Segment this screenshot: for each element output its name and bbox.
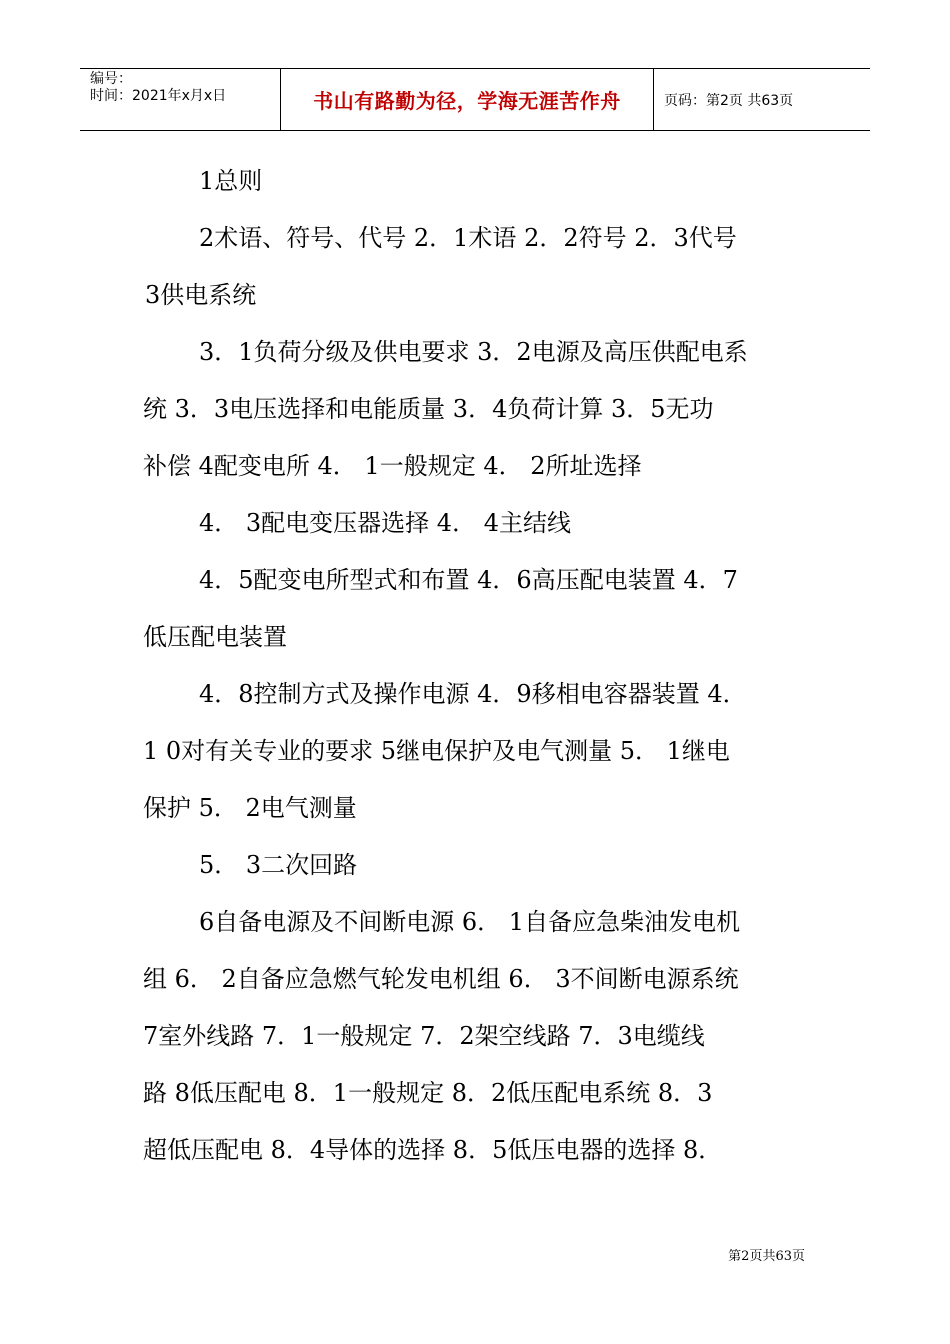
toc-line: 路 8低压配电 8．1一般规定 8．2低压配电系统 8．3 bbox=[143, 1079, 713, 1107]
toc-line: 3供电系统 bbox=[145, 281, 257, 309]
toc-line: 4． 3配电变压器选择 4． 4主结线 bbox=[199, 509, 571, 537]
toc-line: 5． 3二次回路 bbox=[199, 851, 358, 879]
header-motto: 书山有路勤为径，学海无涯苦作舟 bbox=[281, 69, 654, 130]
toc-line: 1总则 bbox=[199, 167, 263, 195]
toc-line: 超低压配电 8．4导体的选择 8．5低压电器的选择 8． bbox=[143, 1136, 723, 1164]
header-page-info: 页码：第2页 共63页 bbox=[664, 92, 794, 109]
toc-line: 3．1负荷分级及供电要求 3．2电源及高压供配电系 bbox=[199, 338, 748, 366]
toc-line: 补偿 4配变电所 4． 1一般规定 4． 2所址选择 bbox=[143, 452, 642, 480]
document-body bbox=[143, 153, 813, 1179]
toc-line: 2术语、符号、代号 2．1术语 2．2符号 2．3代号 bbox=[199, 224, 737, 252]
toc-line: 保护 5． 2电气测量 bbox=[143, 794, 357, 822]
document-time-label: 时间：2021年x月x日 bbox=[90, 88, 227, 104]
page-header bbox=[80, 68, 870, 131]
toc-line: 组 6． 2自备应急燃气轮发电机组 6． 3不间断电源系统 bbox=[143, 965, 739, 993]
toc-line: 统 3．3电压选择和电能质量 3．4负荷计算 3．5无功 bbox=[143, 395, 714, 423]
toc-line: 7室外线路 7．1一般规定 7．2架空线路 7．3电缆线 bbox=[143, 1022, 705, 1050]
toc-line: 4．5配变电所型式和布置 4．6高压配电装置 4．7 bbox=[199, 566, 738, 594]
toc-line: 1 0对有关专业的要求 5继电保护及电气测量 5． 1继电 bbox=[143, 737, 730, 765]
toc-line: 低压配电装置 bbox=[143, 623, 287, 651]
page-footer: 第2页共63页 bbox=[728, 1249, 805, 1264]
toc-line: 6自备电源及不间断电源 6． 1自备应急柴油发电机 bbox=[199, 908, 741, 936]
document-number-label: 编号： bbox=[90, 71, 132, 87]
toc-line: 4．8控制方式及操作电源 4．9移相电容器装置 4． bbox=[199, 680, 747, 708]
header-meta bbox=[80, 69, 281, 130]
